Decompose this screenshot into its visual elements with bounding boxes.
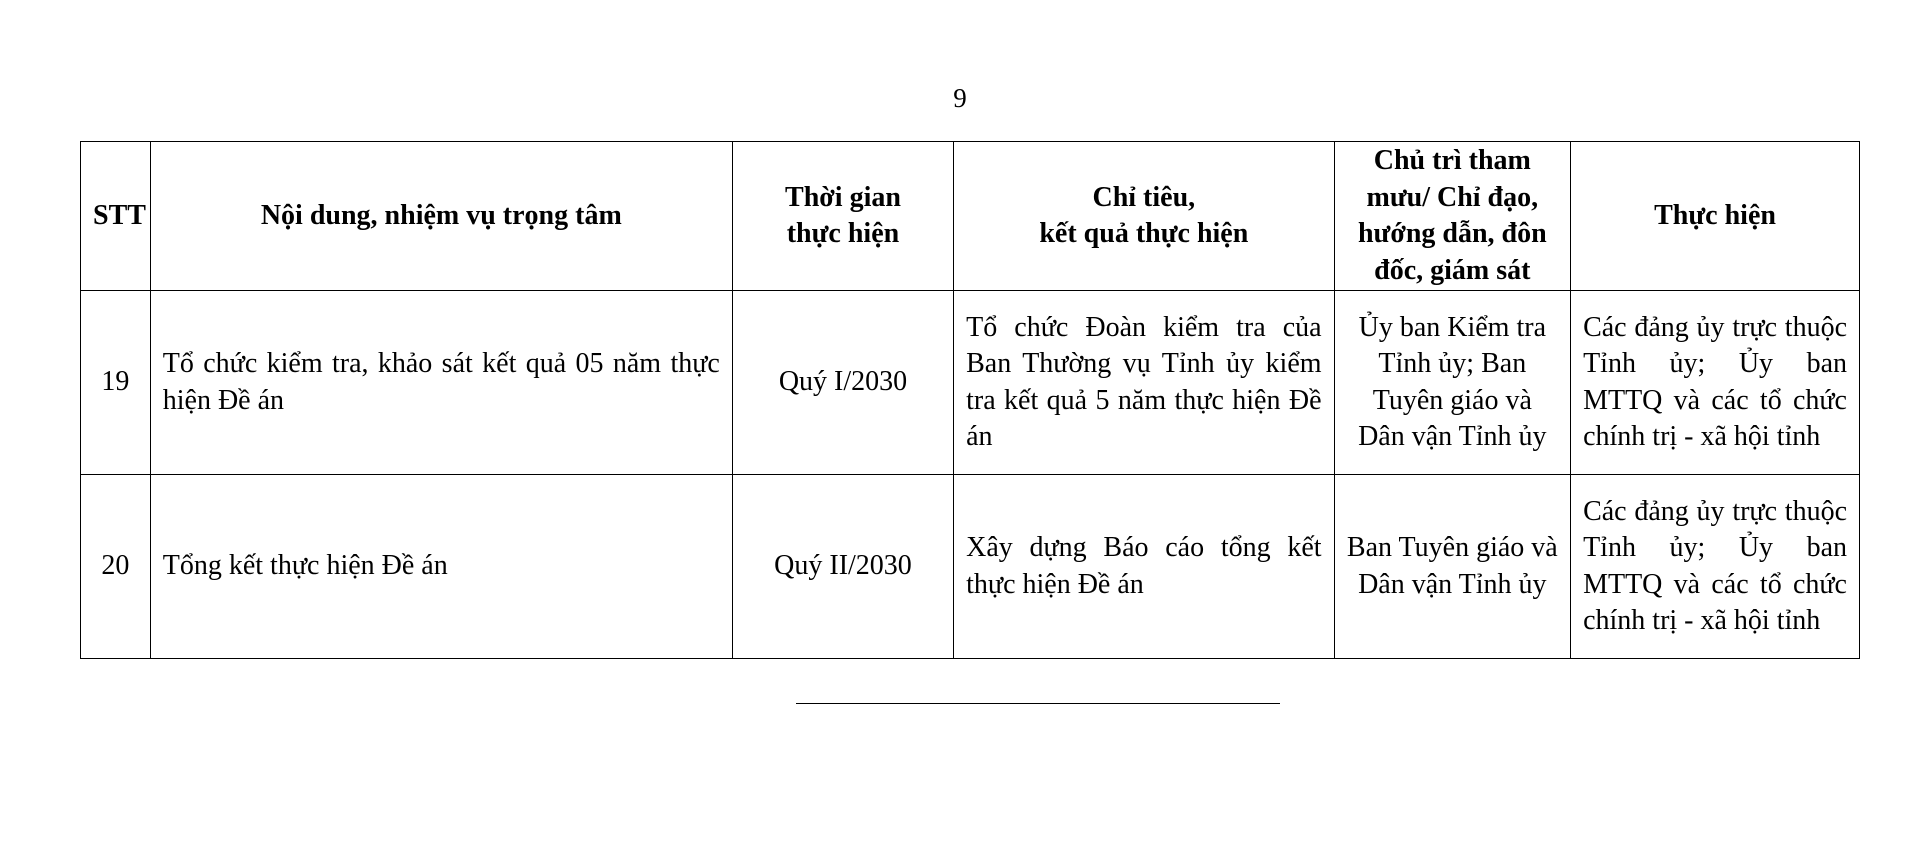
header-lead: Chủ trì tham mưu/ Chỉ đạo, hướng dẫn, đôn đốc, giám sát bbox=[1334, 142, 1571, 291]
table-row bbox=[81, 291, 1860, 475]
header-time bbox=[732, 142, 953, 291]
table-header bbox=[81, 142, 1860, 291]
page-number: 9 bbox=[953, 83, 967, 113]
cell-time: Quý I/2030 bbox=[732, 291, 953, 475]
cell-result: Xây dựng Báo cáo tổng kết thực hiện Đề án bbox=[954, 475, 1334, 659]
header-row bbox=[81, 142, 1860, 291]
header-implement: Thực hiện bbox=[1571, 142, 1860, 291]
end-separator-line bbox=[796, 703, 1280, 704]
header-task: Nội dung, nhiệm vụ trọng tâm bbox=[150, 142, 732, 291]
cell-stt: 20 bbox=[81, 475, 151, 659]
cell-implement: Các đảng ủy trực thuộc Tỉnh ủy; Ủy ban MTTQ và các tổ chức chính trị - xã hội tỉnh bbox=[1571, 291, 1860, 475]
table-row bbox=[81, 475, 1860, 659]
cell-lead: Ban Tuyên giáo và Dân vận Tỉnh ủy bbox=[1334, 475, 1571, 659]
header-time-line-2: thực hiện bbox=[786, 218, 900, 249]
cell-lead: Ủy ban Kiểm tra Tỉnh ủy; Ban Tuyên giáo và Dân vận Tỉnh ủy bbox=[1334, 291, 1571, 475]
header-result-line-2: kết quả thực hiện bbox=[1039, 218, 1249, 249]
cell-time: Quý II/2030 bbox=[732, 475, 953, 659]
header-result bbox=[954, 142, 1334, 291]
cell-task: Tổng kết thực hiện Đề án bbox=[150, 475, 732, 659]
cell-implement: Các đảng ủy trực thuộc Tỉnh ủy; Ủy ban MTTQ và các tổ chức chính trị - xã hội tỉnh bbox=[1571, 475, 1860, 659]
table-body bbox=[81, 291, 1860, 659]
header-stt: STT bbox=[81, 142, 151, 291]
cell-result: Tổ chức Đoàn kiểm tra của Ban Thường vụ Tỉnh ủy kiểm tra kết quả 5 năm thực hiện Đề án bbox=[954, 291, 1334, 475]
task-table bbox=[80, 141, 1860, 659]
cell-stt: 19 bbox=[81, 291, 151, 475]
cell-task: Tổ chức kiểm tra, khảo sát kết quả 05 năm thực hiện Đề án bbox=[150, 291, 732, 475]
header-result-line-1: Chỉ tiêu, bbox=[1092, 181, 1196, 213]
header-time-line-1: Thời gian bbox=[785, 181, 901, 213]
